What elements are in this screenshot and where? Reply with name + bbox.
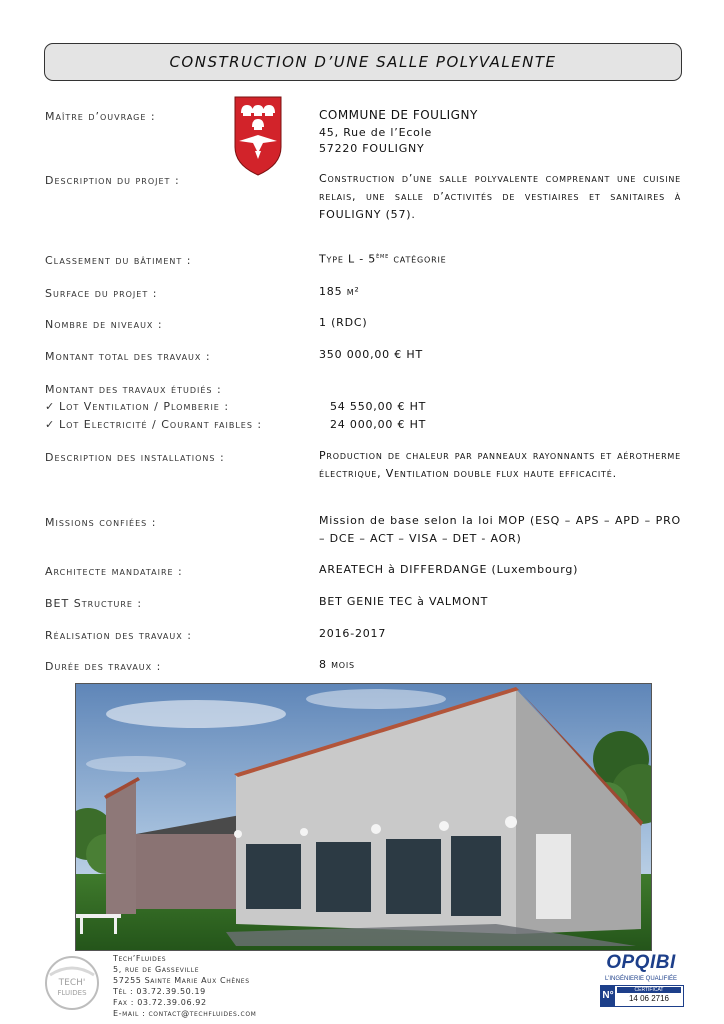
- project-description-label: Description du projet :: [45, 174, 180, 187]
- classification-superscript: ème: [376, 252, 390, 260]
- company-city: 57255 Sainte Marie Aux Chênes: [113, 976, 250, 985]
- owner-address-street: 45, Rue de l’Ecole: [319, 126, 433, 139]
- commune-crest-icon: [233, 95, 283, 177]
- company-street: 5, rue de Gasseville: [113, 965, 200, 974]
- bet-value: BET GENIE TEC à VALMONT: [319, 595, 489, 608]
- certificate-label: CERTIFICAT: [617, 987, 681, 993]
- levels-label: Nombre de niveaux :: [45, 318, 163, 331]
- classification-suffix: catégorie: [389, 252, 447, 266]
- opqibi-certification: [598, 952, 684, 1008]
- company-tel: Tél : 03.72.39.50.19: [113, 987, 206, 996]
- company-name: Tech’Fluides: [113, 954, 167, 963]
- levels-value: 1 (RDC): [319, 316, 368, 329]
- classification-prefix: Type L - 5: [319, 252, 377, 266]
- company-address-block: [113, 953, 256, 1019]
- building-render-image: [75, 683, 652, 951]
- total-amount-label: Montant total des travaux :: [45, 350, 211, 363]
- lot-electricite-label: Lot Electricité / Courant faibles :: [59, 418, 263, 431]
- installations-label: Description des installations :: [45, 451, 225, 464]
- certificate-number-box: [600, 985, 684, 1007]
- opqibi-tagline: L’INGÉNIERIE QUALIFIÉE: [604, 976, 678, 982]
- realisation-value: 2016-2017: [319, 627, 387, 640]
- opqibi-logo: OPQIBI: [606, 952, 676, 973]
- company-fax: Fax : 03.72.39.06.92: [113, 998, 207, 1007]
- company-email[interactable]: E-mail : contact@techfluides.com: [113, 1009, 257, 1018]
- bet-label: BET Structure :: [45, 597, 143, 610]
- surface-value: 185 m²: [319, 285, 360, 298]
- owner-name: COMMUNE DE FOULIGNY: [319, 108, 478, 122]
- missions-text: Mission de base selon la loi MOP (ESQ – APS – APD – PRO – DCE – ACT – VISA – DET - AOR): [319, 514, 681, 545]
- architect-label: Architecte mandataire :: [45, 565, 183, 578]
- lot-ventilation-label: Lot Ventilation / Plomberie :: [59, 400, 230, 413]
- classification-label: Classement du bâtiment :: [45, 254, 192, 267]
- lot-electricite-value: 24 000,00 € HT: [330, 418, 427, 431]
- lot-ventilation-value: 54 550,00 € HT: [330, 400, 427, 413]
- logo-line2: FLUIDES: [57, 989, 87, 997]
- lot-ventilation-item: [45, 400, 229, 413]
- installations-text: Production de chaleur par panneaux rayonnants et aérotherme électrique, Ventilation double flux haute efficacité.: [319, 449, 681, 480]
- lot-electricite-item: [45, 418, 262, 431]
- missions-label: Missions confiées :: [45, 516, 157, 529]
- logo-line1: TECH': [58, 978, 86, 988]
- owner-address-city: 57220 FOULIGNY: [319, 142, 425, 155]
- page-title: CONSTRUCTION D’UNE SALLE POLYVALENTE: [44, 43, 682, 81]
- architect-value: AREATECH à DIFFERDANGE (Luxembourg): [319, 563, 579, 576]
- surface-label: Surface du projet :: [45, 287, 158, 300]
- certificate-number: 14 06 2716: [628, 994, 670, 1003]
- number-prefix: N°: [601, 986, 615, 1006]
- total-amount-value: 350 000,00 € HT: [319, 348, 423, 361]
- duration-label: Durée des travaux :: [45, 660, 162, 673]
- realisation-label: Réalisation des travaux :: [45, 629, 192, 642]
- owner-label: Maître d’ouvrage :: [45, 110, 156, 123]
- project-description-text: Construction d’une salle polyvalente comprenant une cuisine relais, une salle d’activités de vestiaires et sanitaires à FOULIGNY (57).: [319, 172, 681, 221]
- duration-value: 8 mois: [319, 658, 355, 671]
- studied-amounts-label: Montant des travaux étudiés :: [45, 383, 222, 396]
- techfluides-logo-icon: [44, 955, 100, 1011]
- classification-value: [319, 252, 446, 266]
- checkmark-icon: ✓: [45, 418, 56, 431]
- checkmark-icon: ✓: [45, 400, 56, 413]
